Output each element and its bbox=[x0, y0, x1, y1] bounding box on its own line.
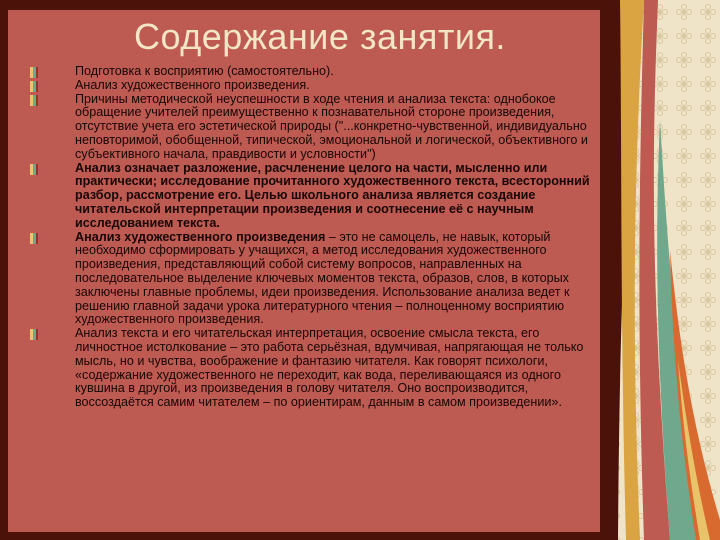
item-bold-text: Анализ означает разложение, расчленение целого на части, мысленно или практически; исследование прочитанного художественного текста, всесторонний разбор, рассмотрение его. Целью школьного анализа является создание читательской интерпретации произведения и соотнесение её с научным исследованием текста. bbox=[75, 160, 590, 230]
list-item bbox=[28, 93, 598, 162]
item-text: Анализ текста и его читательская интерпретация, освоение смысла текста, его личностное истолкование – это работа серьёзная, вдумчивая, напрягающая не только мысль, но и чувства, воображение и фантазию читателя. Как говорят психологи, «содержание художественного не переходит, как вода, переливающаяся из одного кувшина в другой, из произведения в голову читателя. Оно воспроизводится, воссоздаётся самим читателем – по ориентирам, данным в самом произведении». bbox=[75, 326, 584, 410]
item-text: Причины методической неуспешности в ходе чтения и анализа текста: однобокое обращение учителей преимущественно к познавательной стороне произведения, отсутствие учета его эстетической природы ("...конкретно-чувственной, индивидуально неповторимой, обобщенной, типической, эмоциональной и логической, объективного и субъективного начала, правдивости и условности") bbox=[75, 91, 588, 161]
frame-top bbox=[0, 0, 620, 10]
bullet-list bbox=[28, 65, 598, 410]
list-item bbox=[28, 231, 598, 328]
bullet-icon bbox=[30, 81, 38, 92]
bullet-icon bbox=[30, 233, 38, 244]
bullet-icon bbox=[30, 329, 38, 340]
frame-left bbox=[0, 0, 8, 540]
frame-bottom bbox=[0, 532, 620, 540]
slide-title: Содержание занятия. bbox=[134, 16, 506, 57]
item-bold-text: Анализ художественного произведения bbox=[75, 229, 326, 244]
bullet-icon bbox=[30, 164, 38, 175]
list-item bbox=[28, 65, 598, 79]
list-item bbox=[28, 79, 598, 93]
item-text: Подготовка к восприятию (самостоятельно). bbox=[75, 64, 334, 78]
item-text: Анализ художественного произведения. bbox=[75, 77, 310, 92]
bullet-icon bbox=[30, 95, 38, 106]
item-text: – это не самоцель, не навык, который необходимо сформировать у учащихся, а метод исследования художественного произведения, представляющий собой систему вопросов, направленных на последовательное выделение ключевых моментов текста, образов, слов, в которых заключены главные проблемы, идеи произведения. Использование анализа ведет к решению главной задачи урока литературного чтения – полноценному восприятию художественного произведения. bbox=[75, 229, 570, 327]
list-item bbox=[28, 162, 598, 231]
list-item bbox=[28, 327, 598, 410]
bullet-icon bbox=[30, 67, 38, 78]
decorative-artwork bbox=[600, 0, 720, 540]
